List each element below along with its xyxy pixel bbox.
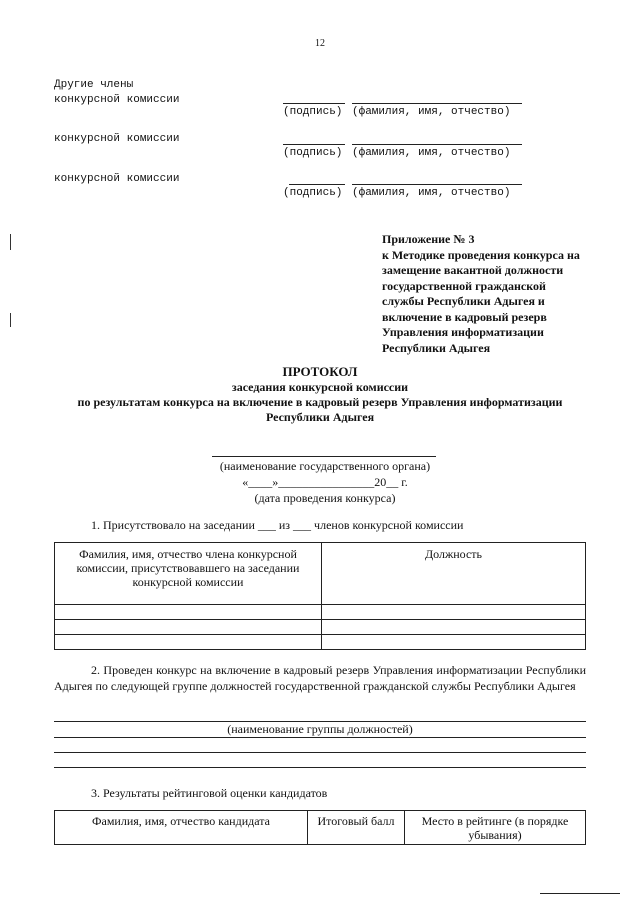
table-row (55, 620, 586, 635)
group-line (54, 737, 586, 738)
commission-table (54, 542, 586, 650)
appendix-line: государственной гражданской (382, 278, 546, 293)
rating-table (54, 810, 586, 845)
signature-line (283, 144, 345, 145)
commission-col-position-header: Должность (322, 543, 586, 605)
table-cell (322, 635, 586, 650)
table-row (55, 605, 586, 620)
protocol-subtitle: заседания конкурсной комиссии (231, 380, 409, 394)
date-line: «____»________________20__ г. (242, 475, 408, 489)
rating-col-name-header: Фамилия, имя, отчество кандидата (55, 811, 308, 845)
section3-text: 3. Результаты рейтинговой оценки кандидатов (91, 786, 328, 800)
section2-text: 2. Проведен конкурс на включение в кадровый резерв Управления информатизации Республики Адыгея по следующей группе должностей государственной гражданской службы Республики Адыгея (54, 663, 586, 693)
table-cell (55, 605, 322, 620)
signature-label-line2: конкурсной комиссии (54, 133, 180, 145)
table-header-row (55, 543, 586, 605)
rating-col-place-header: Место в рейтинге (в порядке убывания) (405, 811, 586, 845)
margin-mark (10, 234, 11, 250)
signature-label-line2: конкурсной комиссии (54, 173, 180, 185)
table-cell (322, 620, 586, 635)
table-cell (55, 620, 322, 635)
margin-mark (10, 313, 11, 327)
appendix-line: замещение вакантной должности (382, 263, 564, 277)
table-row (55, 635, 586, 650)
name-line (352, 184, 522, 185)
table-cell (55, 635, 322, 650)
footer-line (540, 893, 620, 894)
appendix-line: к Методике проведения конкурса на (382, 247, 580, 262)
name-line (352, 103, 522, 104)
appendix-line: Республики Адыгея (382, 340, 491, 355)
appendix-block (382, 232, 602, 356)
group-caption: (наименование группы должностей) (227, 722, 413, 736)
commission-col-name-header: Фамилия, имя, отчество члена конкурсной комиссии, присутствовавшего на заседании конкурсной комиссии (55, 543, 322, 605)
protocol-subtitle: по результатам конкурса на включение в кадровый резерв Управления информатизации (77, 395, 563, 409)
organization-caption: (наименование государственного органа) (219, 459, 431, 473)
group-line (54, 752, 586, 753)
protocol-title: ПРОТОКОЛ (282, 364, 358, 379)
rating-col-score-header: Итоговый балл (308, 811, 405, 845)
appendix-line: Управления информатизации (382, 325, 544, 339)
page-number: 12 (315, 38, 325, 49)
appendix-line: включение в кадровый резерв (382, 309, 547, 324)
appendix-line: службы Республики Адыгея и (382, 294, 545, 308)
signature-label-line2: конкурсной комиссии (54, 94, 180, 106)
signature-label-line1: Другие члены (54, 79, 134, 91)
name-caption: (фамилия, имя, отчество) (352, 147, 511, 159)
section1-text: 1. Присутствовало на заседании ___ из ___ членов конкурсной комиссии (91, 518, 464, 532)
name-line (352, 144, 522, 145)
organization-line (212, 456, 436, 457)
signature-caption: (подпись) (283, 147, 343, 159)
name-caption: (фамилия, имя, отчество) (352, 106, 511, 118)
table-header-row (55, 811, 586, 845)
group-line (54, 767, 586, 768)
signature-caption: (подпись) (283, 187, 343, 199)
name-caption: (фамилия, имя, отчество) (352, 187, 511, 199)
table-cell (322, 605, 586, 620)
date-caption: (дата проведения конкурса) (254, 491, 396, 505)
protocol-subtitle: Республики Адыгея (265, 410, 375, 424)
signature-line (289, 184, 345, 185)
signature-line (283, 103, 345, 104)
appendix-title: Приложение № 3 (382, 232, 475, 246)
signature-caption: (подпись) (283, 106, 343, 118)
